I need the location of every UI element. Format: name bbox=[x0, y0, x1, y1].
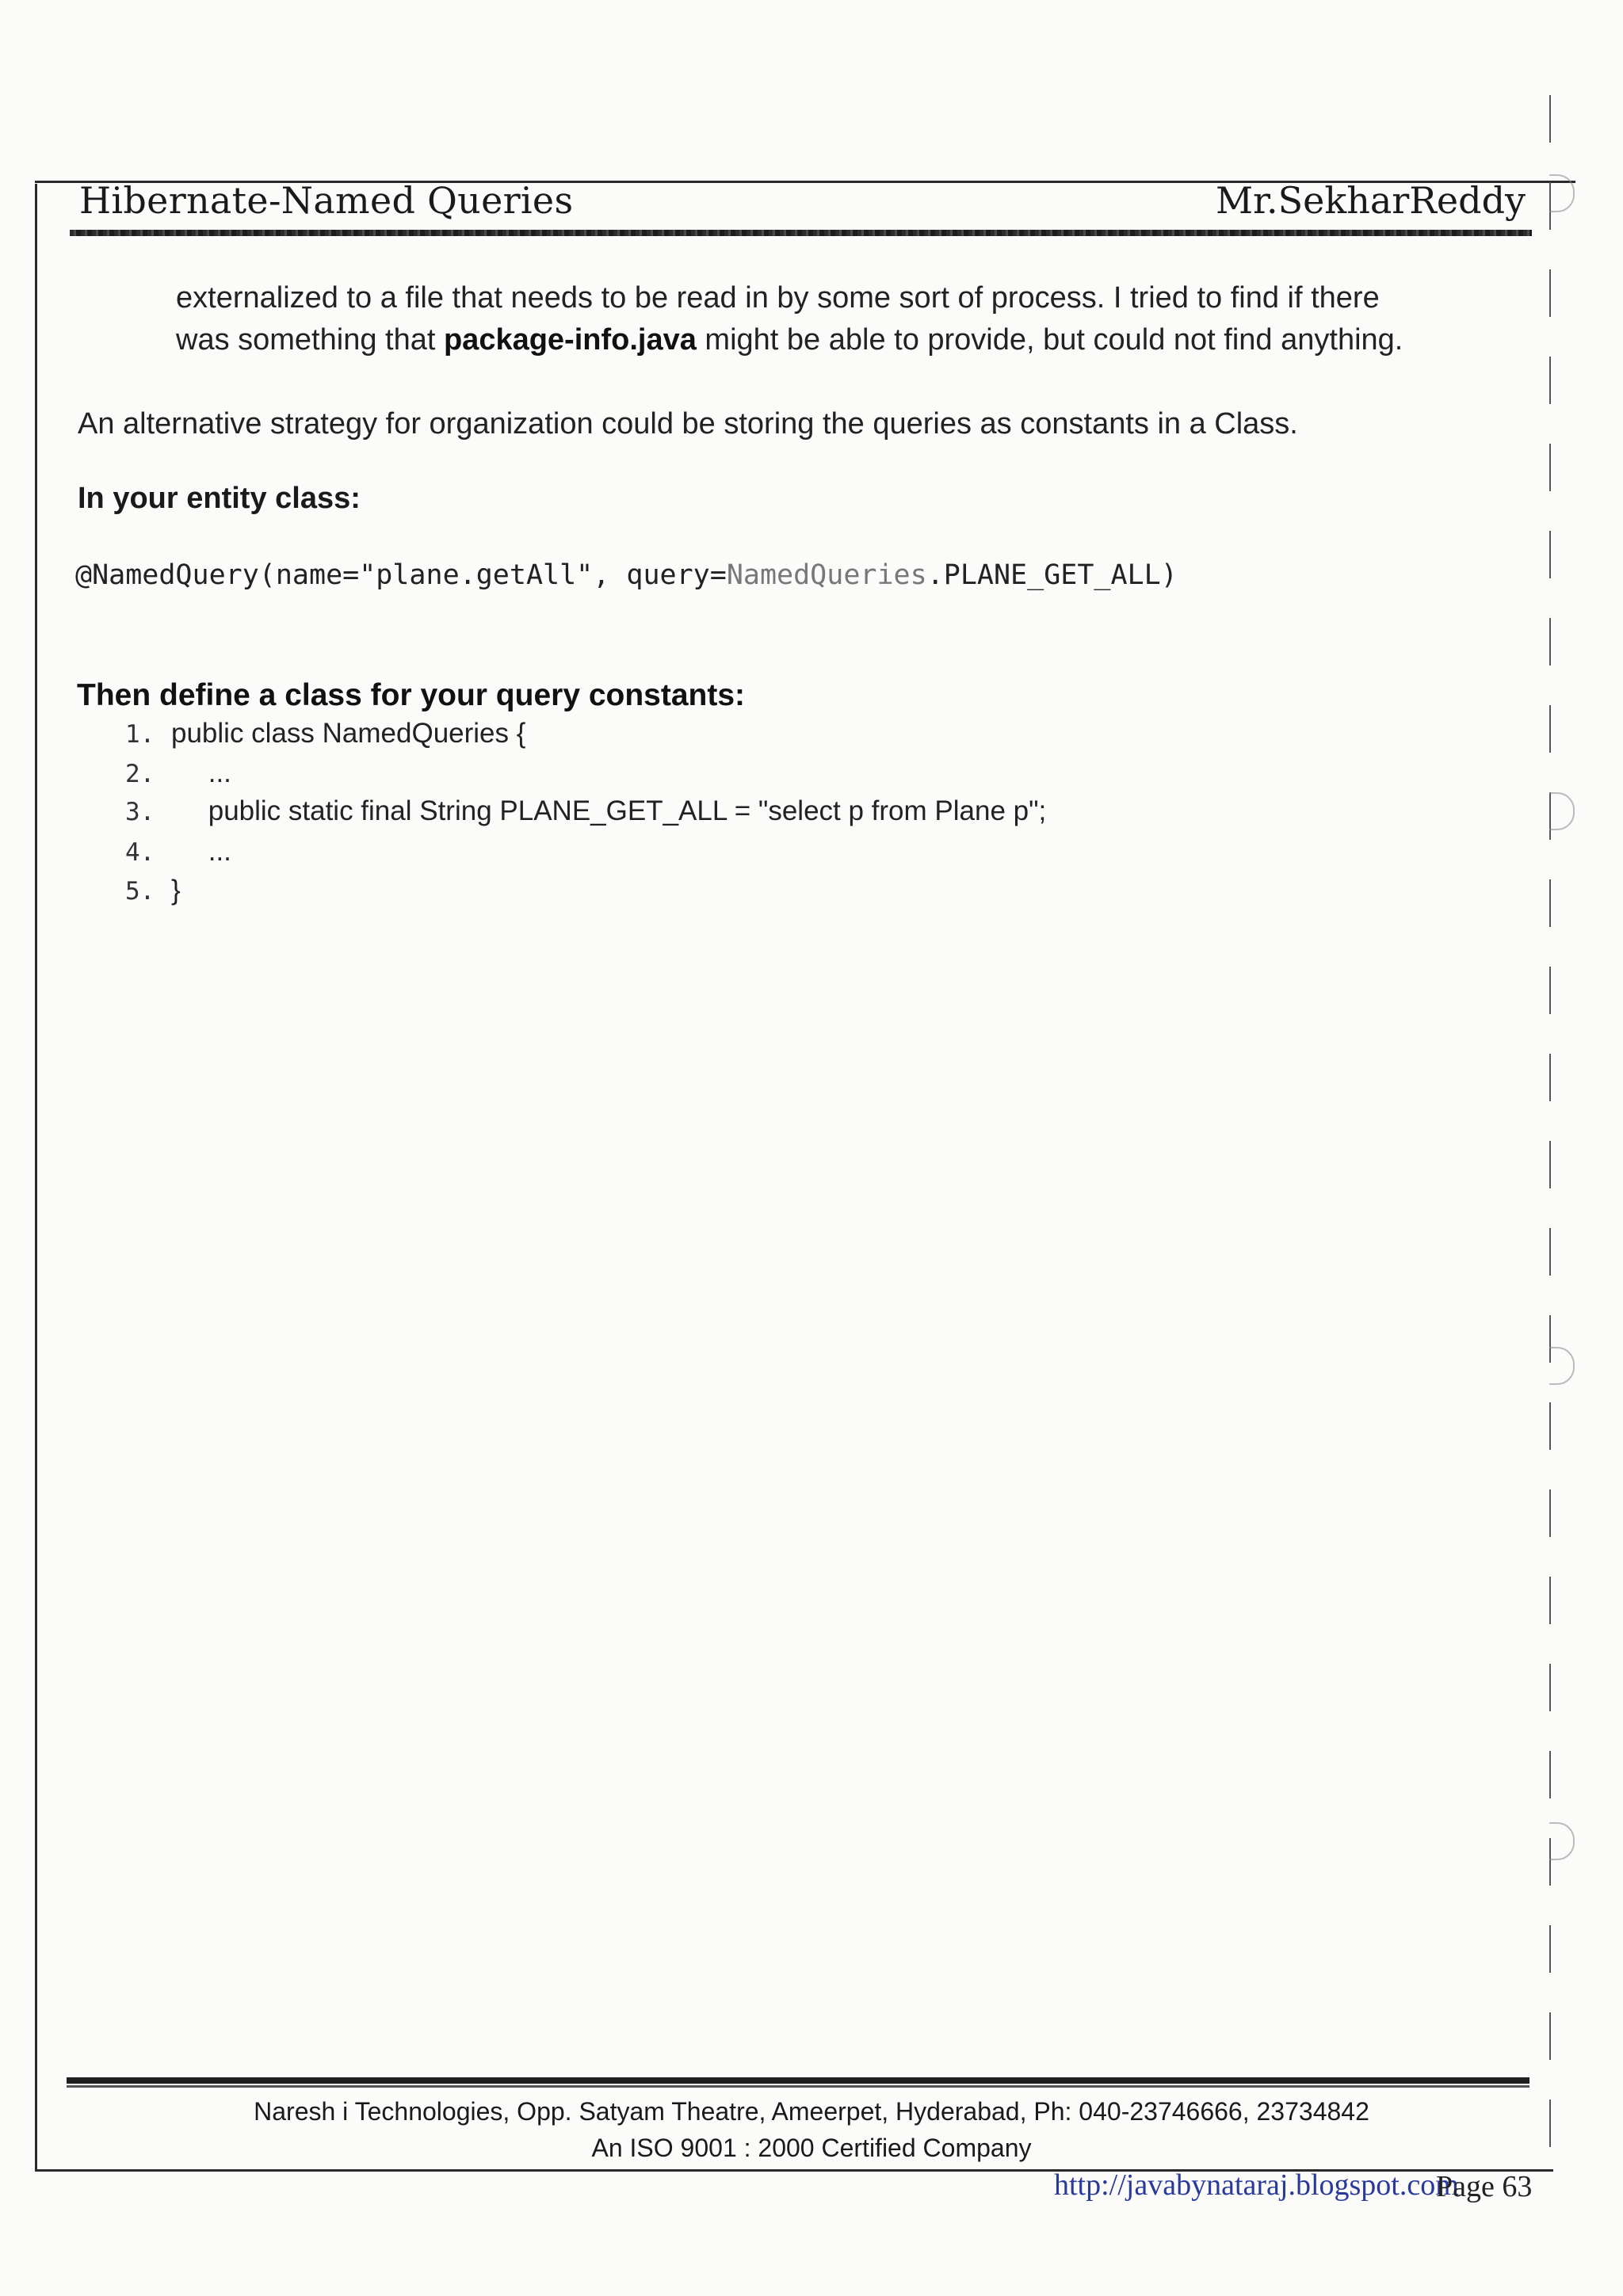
code-line bbox=[125, 875, 181, 910]
line-number: 2. bbox=[125, 760, 155, 788]
code-text: @NamedQuery(name="plane.getAll", query= bbox=[75, 559, 727, 591]
file-name: package-info.java bbox=[443, 323, 697, 357]
paragraph-text: was something that bbox=[176, 323, 444, 357]
code-text-faded: NamedQueries bbox=[726, 559, 927, 591]
line-number: 5. bbox=[125, 877, 155, 906]
document-author: Mr.SekharReddy bbox=[1215, 179, 1526, 222]
footer-rule-thin bbox=[67, 2085, 1529, 2088]
code-line bbox=[125, 718, 525, 753]
paragraph-text: might be able to provide, but could not find anything. bbox=[696, 323, 1403, 357]
code-line bbox=[125, 795, 1046, 830]
line-number: 1. bbox=[125, 720, 155, 749]
annotation-code bbox=[75, 559, 1178, 591]
code-text: } bbox=[171, 875, 181, 906]
code-text: public class NamedQueries { bbox=[171, 718, 526, 749]
header-rule bbox=[70, 230, 1532, 236]
code-line bbox=[125, 836, 231, 871]
binding-ring bbox=[1549, 792, 1575, 830]
code-text: public static final String PLANE_GET_ALL = "select p from Plane p"; bbox=[200, 795, 1047, 826]
binding-ring bbox=[1549, 1347, 1575, 1385]
footer-address: Naresh i Technologies, Opp. Satyam Theatre, Ameerpet, Hyderabad, Ph: 040-23746666, 23734842 bbox=[254, 2097, 1369, 2126]
code-text: ... bbox=[200, 757, 231, 788]
line-number: 4. bbox=[125, 838, 155, 867]
paragraph-line: externalized to a file that needs to be read in by some sort of process. I tried to find if there bbox=[176, 281, 1380, 315]
footer-certification: An ISO 9001 : 2000 Certified Company bbox=[591, 2134, 1032, 2162]
code-line bbox=[125, 757, 231, 792]
code-text: .PLANE_GET_ALL) bbox=[926, 559, 1178, 591]
blog-url-link[interactable]: http://javabynataraj.blogspot.com bbox=[1054, 2168, 1459, 2202]
code-text: ... bbox=[200, 836, 231, 867]
section-heading: In your entity class: bbox=[78, 482, 361, 515]
document-title: Hibernate-Named Queries bbox=[79, 179, 574, 222]
page-frame-left bbox=[35, 184, 37, 2171]
paragraph: An alternative strategy for organization could be storing the queries as constants in a Class. bbox=[78, 407, 1298, 441]
paragraph-line bbox=[176, 323, 1403, 357]
binding-ring bbox=[1549, 1822, 1575, 1860]
page-number: Page 63 bbox=[1436, 2170, 1533, 2203]
section-heading: Then define a class for your query constants: bbox=[77, 678, 746, 712]
footer-rule bbox=[67, 2077, 1529, 2084]
line-number: 3. bbox=[125, 798, 155, 826]
